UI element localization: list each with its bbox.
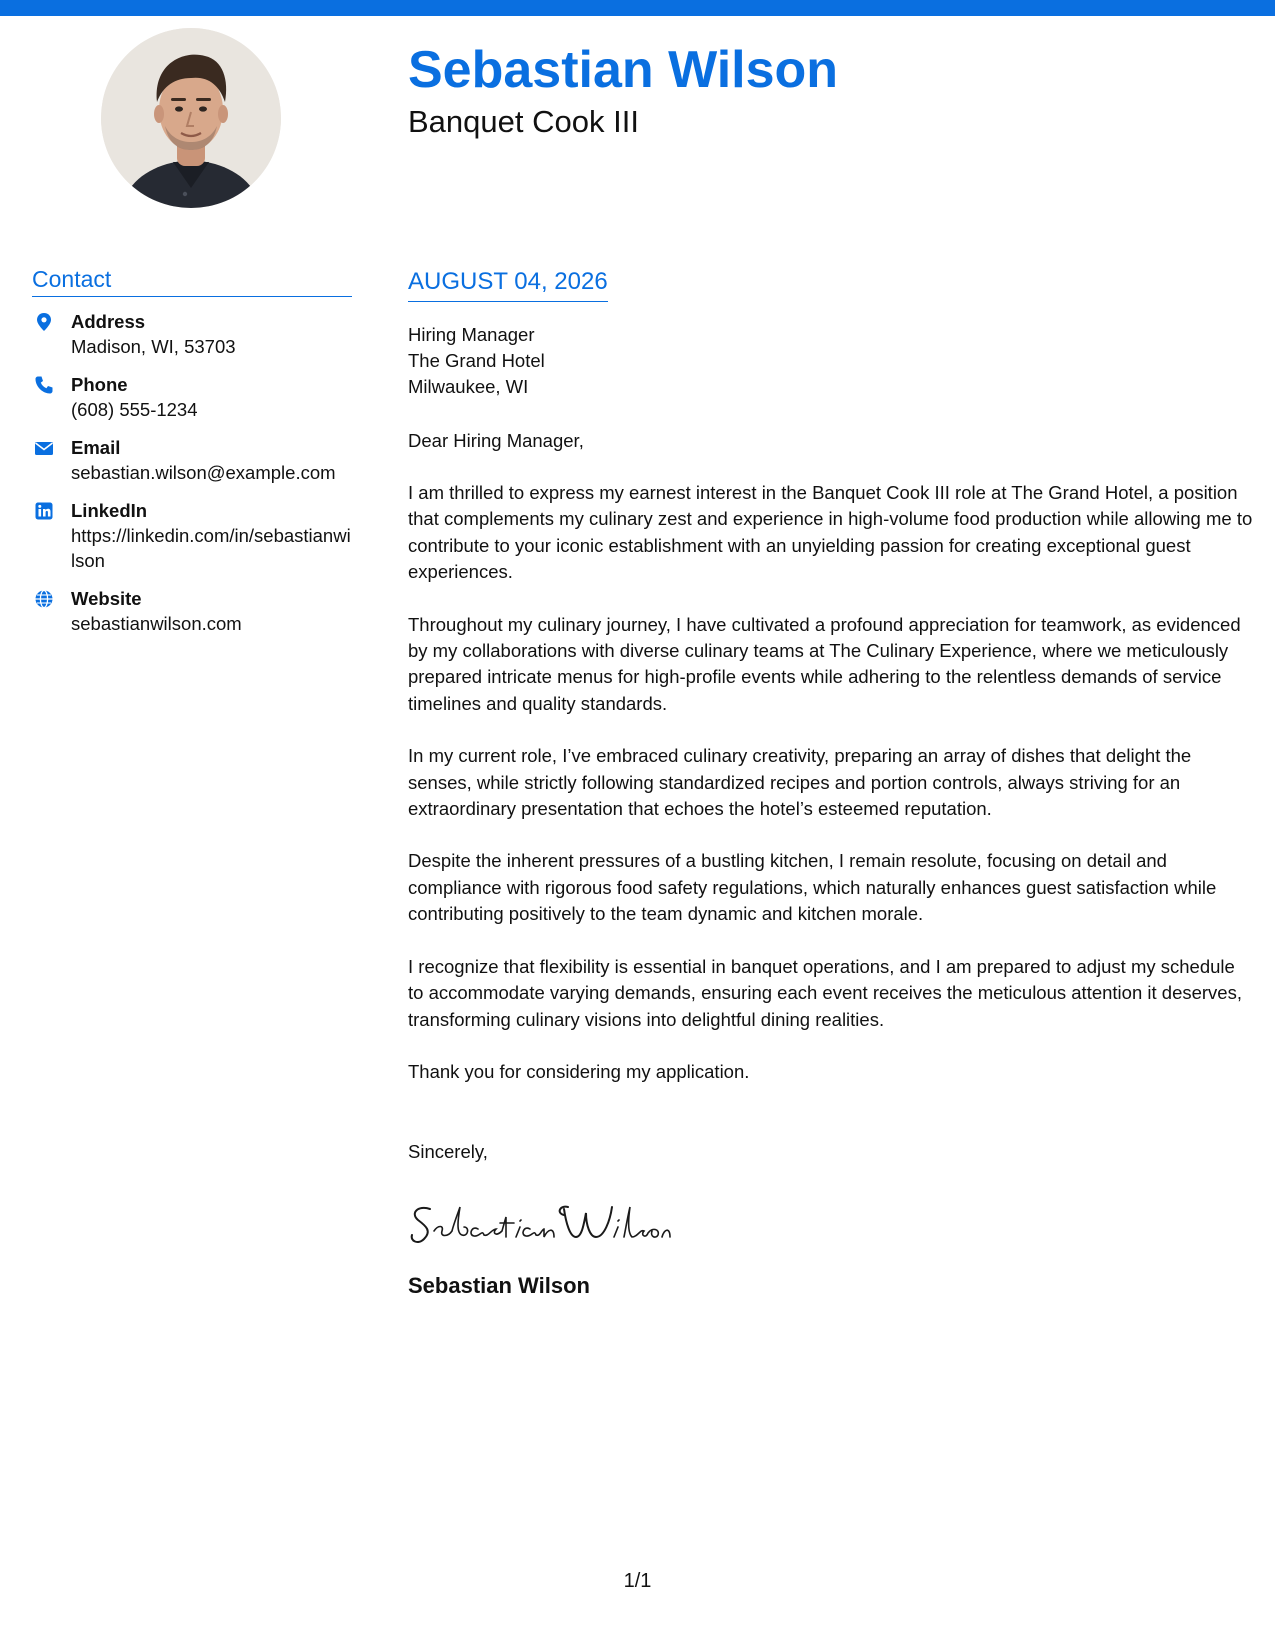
contact-label: Email	[71, 437, 121, 458]
map-pin-icon	[34, 312, 54, 332]
contact-value[interactable]: sebastian.wilson@example.com	[71, 462, 336, 483]
contact-website	[32, 586, 352, 636]
contact-address	[32, 309, 352, 359]
contact-linkedin	[32, 498, 352, 573]
letter-paragraph: In my current role, I’ve embraced culinary creativity, preparing an array of dishes that delight the senses, while strictly following standardized recipes and portion controls, always striving for an extraordinary presentation that echoes the hotel’s esteemed reputation.	[408, 745, 1192, 820]
contact-email	[32, 435, 352, 485]
recipient-line: Milwaukee, WI	[408, 376, 529, 397]
phone-icon	[34, 375, 54, 395]
letter-paragraph: Despite the inherent pressures of a bustling kitchen, I remain resolute, focusing on detail and compliance with rigorous food safety regulations, which naturally enhances guest satisfaction while contributing positively to the team dynamic and kitchen morale.	[408, 850, 1217, 925]
recipient-line: The Grand Hotel	[408, 350, 545, 371]
envelope-icon	[34, 438, 54, 458]
letter-paragraph: I am thrilled to express my earnest interest in the Banquet Cook III role at The Grand Hotel, a position that complements my culinary zest and experience in high-volume food production while allowing me to contribute to your iconic establishment with an unyielding passion for creating exceptional guest experiences.	[408, 482, 1253, 583]
contact-value[interactable]: sebastianwilson.com	[71, 613, 242, 634]
contact-label: LinkedIn	[71, 500, 148, 521]
closing: Sincerely,	[408, 1141, 488, 1163]
globe-icon	[34, 589, 54, 609]
letter-paragraph: Throughout my culinary journey, I have cultivated a profound appreciation for teamwork, as evidenced by my collaborations with diverse culinary teams at The Culinary Experience, where we meticulously prepared intricate menus for high-profile events while adhering to the relentless demands of service timelines and quality standards.	[408, 613, 1241, 714]
contact-value[interactable]: https://linkedin.com/in/sebastianwilson	[71, 525, 351, 571]
contact-value: (608) 555-1234	[71, 399, 198, 420]
contact-phone	[32, 372, 352, 422]
signed-name: Sebastian Wilson	[408, 1273, 590, 1299]
contact-value: Madison, WI, 53703	[71, 336, 236, 357]
candidate-name: Sebastian Wilson	[408, 41, 839, 99]
handwritten-signature	[408, 1193, 1253, 1249]
top-accent-bar	[0, 0, 1275, 16]
contact-sidebar	[32, 266, 352, 649]
linkedin-icon	[34, 501, 54, 521]
page-number: 1/1	[623, 1570, 652, 1592]
contact-label: Address	[71, 311, 146, 332]
contact-heading: Contact	[32, 266, 352, 297]
letter-paragraph: Thank you for considering my application.	[408, 1060, 750, 1082]
letter-paragraph: I recognize that flexibility is essential in banquet operations, and I am prepared to adjust my schedule to accommodate varying demands, ensuring each event receives the meticulous attention it deserves, transforming culinary visions into delightful dining realities.	[408, 955, 1242, 1030]
salutation: Dear Hiring Manager,	[408, 430, 584, 451]
letter-date: AUGUST 04, 2026	[408, 268, 608, 302]
contact-label: Website	[71, 588, 142, 609]
avatar	[101, 28, 281, 208]
contact-label: Phone	[71, 374, 128, 395]
job-title: Banquet Cook III	[408, 104, 639, 139]
letter-body	[408, 268, 1253, 1299]
recipient-block	[408, 322, 1253, 400]
recipient-line: Hiring Manager	[408, 324, 535, 345]
